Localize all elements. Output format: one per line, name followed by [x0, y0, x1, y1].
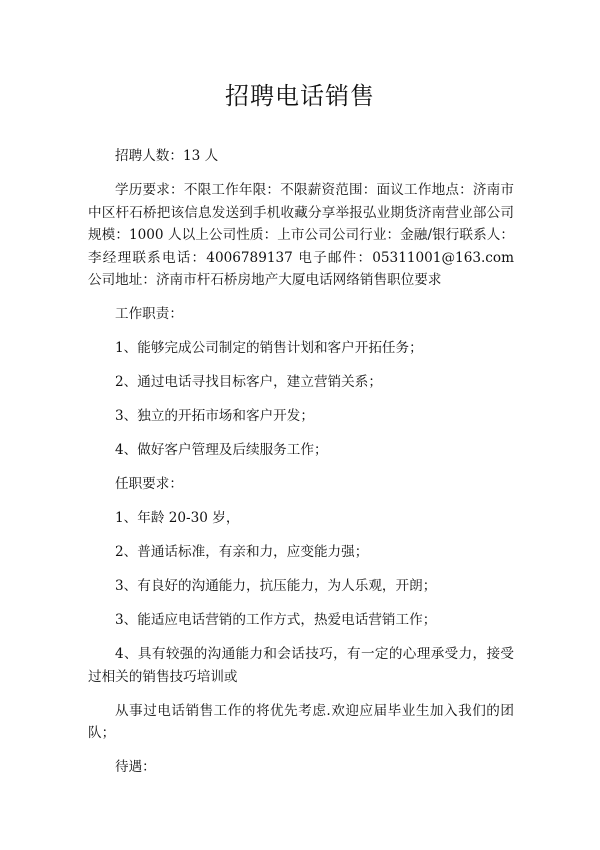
- requirement-item: 3、有良好的沟通能力，抗压能力，为人乐观，开朗；: [115, 578, 437, 594]
- paragraph-headcount: 招聘人数：13 人: [115, 148, 219, 164]
- heading-benefits: 待遇：: [115, 759, 156, 775]
- duty-item: 1、能够完成公司制定的销售计划和客户开拓任务；: [115, 340, 423, 356]
- paragraph-preference: 从事过电话销售工作的将优先考虑.欢迎应届毕业生加入我们的团队；: [88, 702, 514, 741]
- document-title: 招聘电话销售: [225, 82, 375, 110]
- duty-item: 2、通过电话寻找目标客户，建立营销关系；: [115, 374, 382, 390]
- duty-item: 4、做好客户管理及后续服务工作；: [115, 442, 328, 458]
- paragraph-company-info: 学历要求：不限工作年限：不限薪资范围：面议工作地点：济南市中区杆石桥把该信息发送到手机收藏分享举报弘业期货济南营业部公司规模：1000 人以上公司性质：上市公司公司行业：金融/银行联系人：李经理联系电话：4006789137 电子邮件：05311001@163.com 公司地址：济南市杆石桥房地产大厦电话网络销售职位要求: [88, 182, 514, 288]
- requirement-item: 1、年龄 20-30 岁，: [115, 510, 240, 526]
- document-body: [88, 145, 514, 790]
- requirement-item: 3、能适应电话营销的工作方式，热爱电话营销工作；: [115, 612, 437, 628]
- requirement-item: 2、普通话标准，有亲和力，应变能力强；: [115, 544, 369, 560]
- heading-requirements: 任职要求：: [115, 476, 183, 492]
- duty-item: 3、独立的开拓市场和客户开发；: [115, 408, 314, 424]
- heading-duties: 工作职责：: [115, 306, 183, 322]
- requirement-item: 4、具有较强的沟通能力和会话技巧，有一定的心理承受力，接受过相关的销售技巧培训或: [88, 646, 514, 685]
